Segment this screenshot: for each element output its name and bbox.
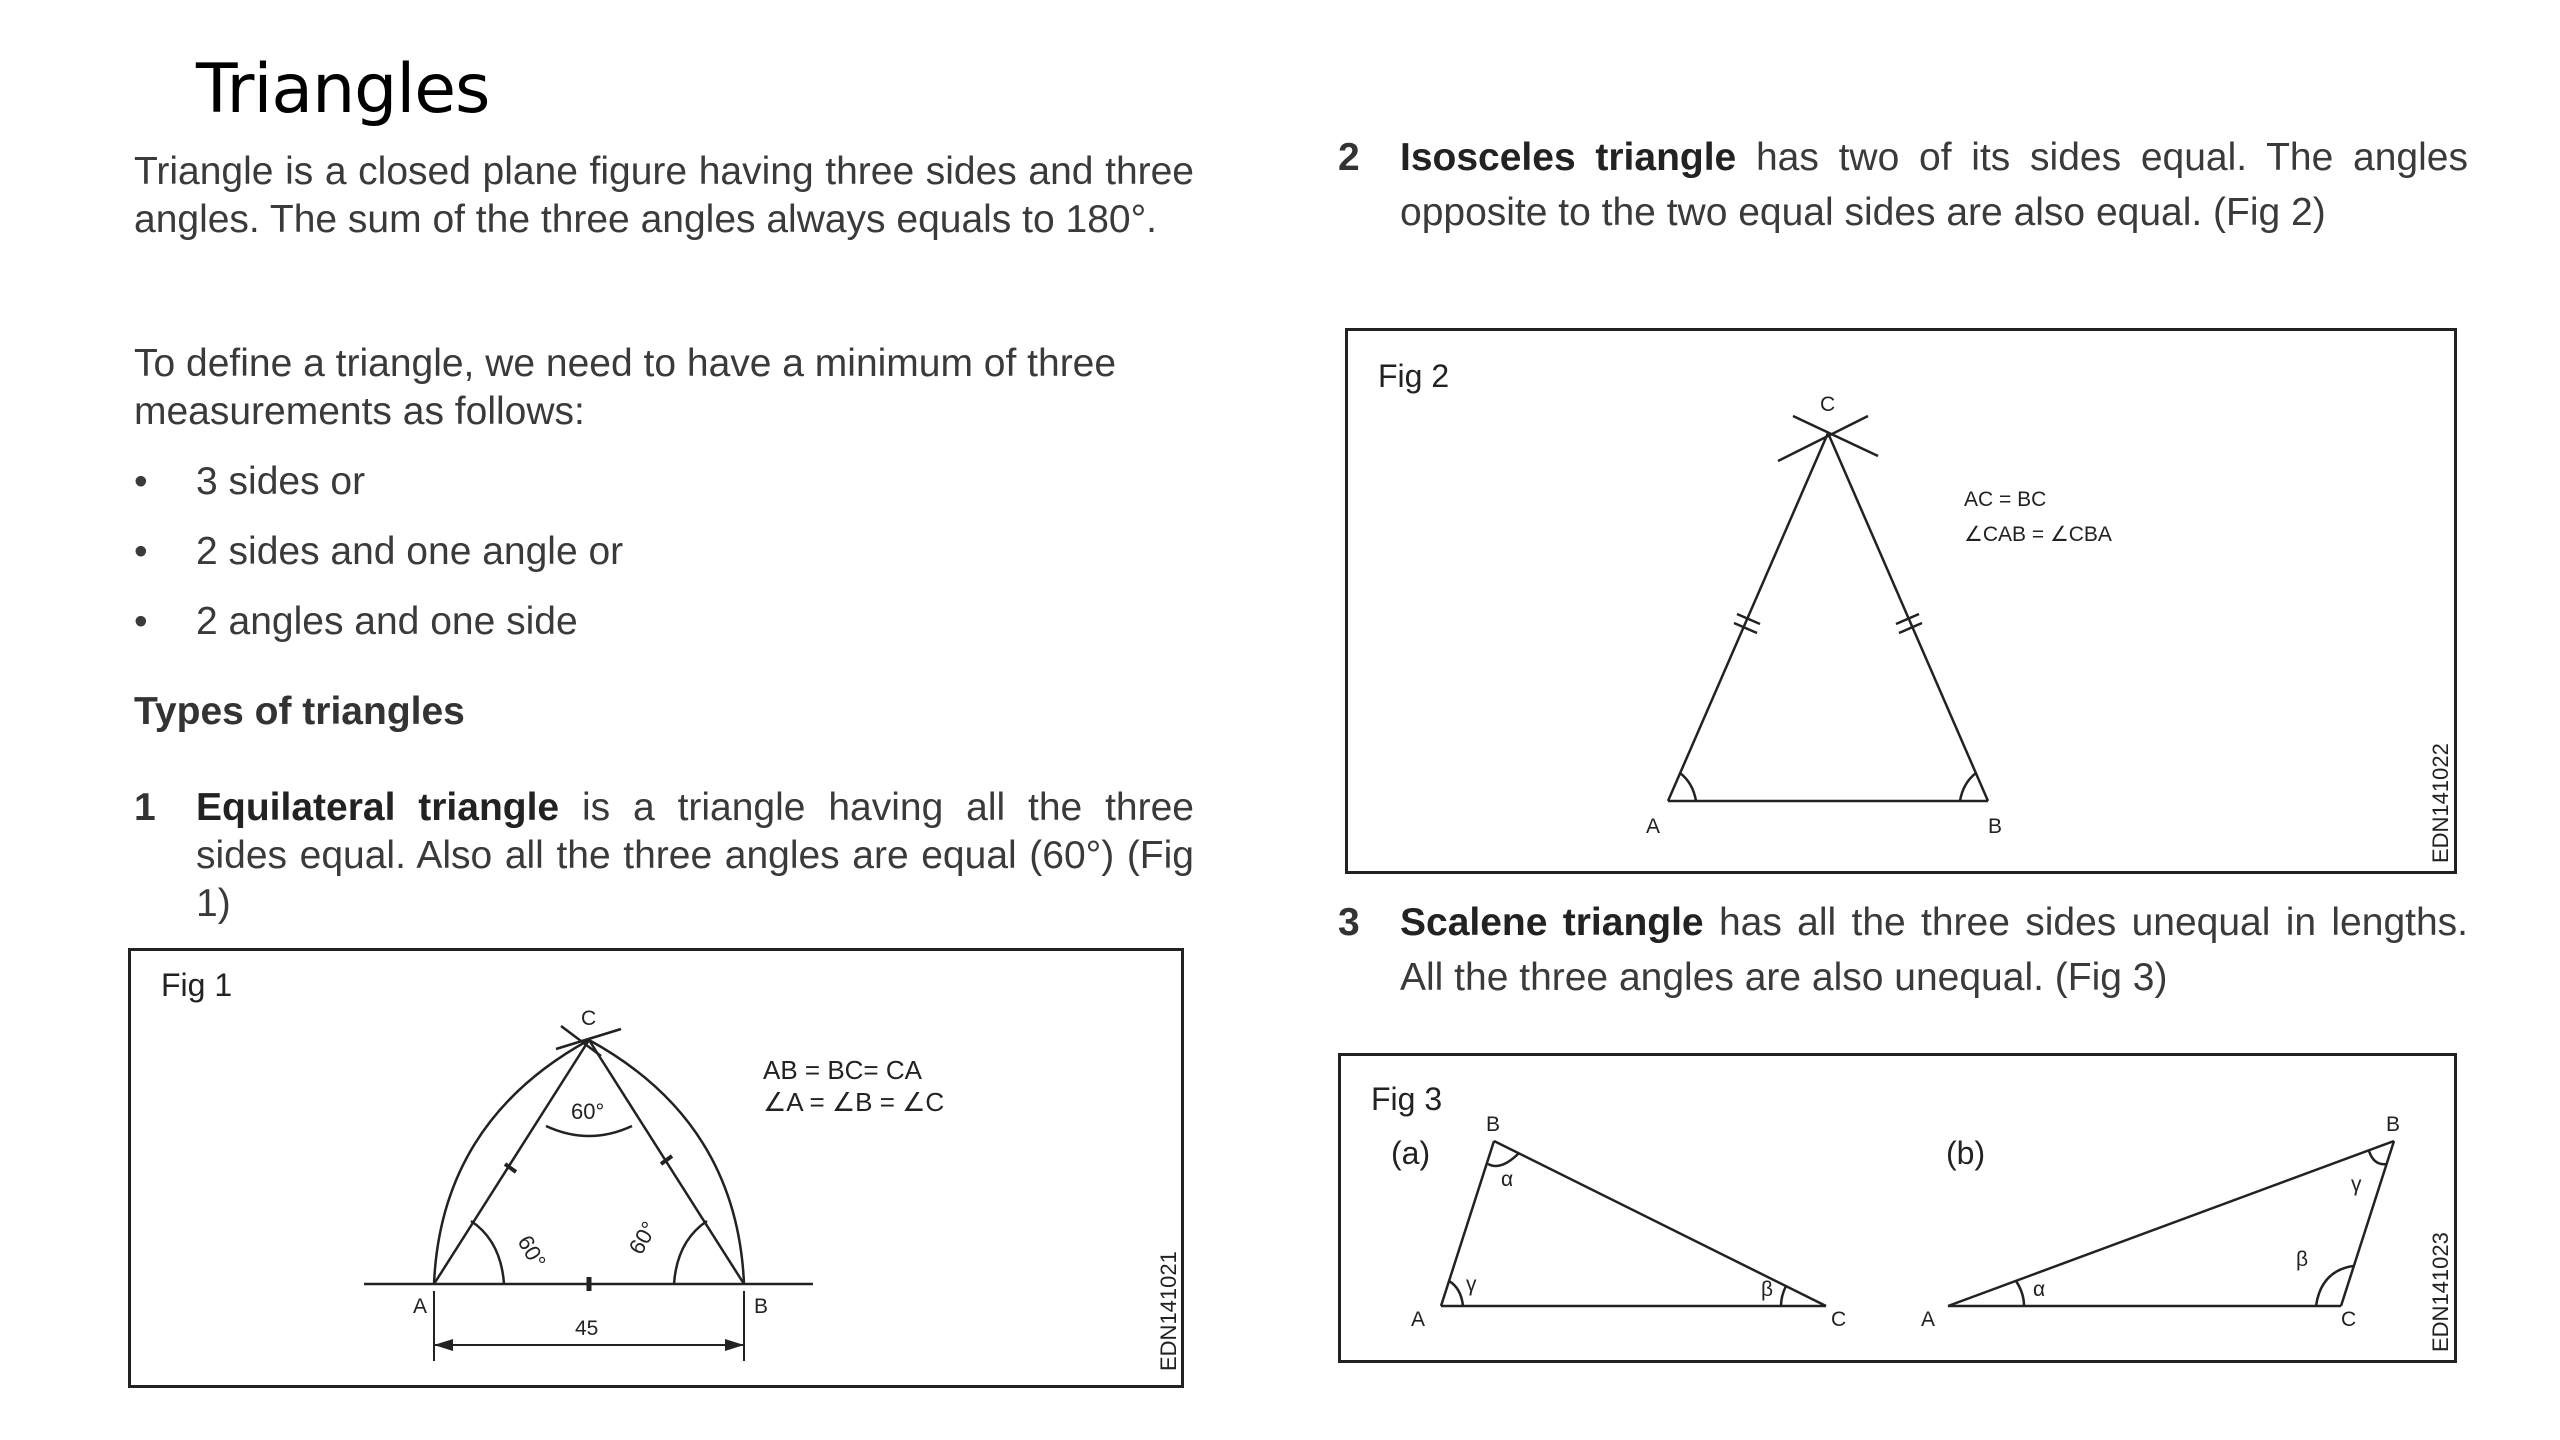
triangle-b-side — [2341, 1141, 2394, 1306]
vertex-b: B — [1988, 815, 2003, 838]
bullet-text: 2 sides and one angle or — [196, 530, 624, 573]
angle-arc — [1781, 1286, 1786, 1306]
angle-gamma: γ — [1466, 1273, 1477, 1296]
equation-sides: AC = BC — [1964, 488, 2047, 511]
angle-arc — [1488, 1153, 1519, 1166]
angle-gamma: γ — [2351, 1173, 2362, 1196]
bullet-text: 2 angles and one side — [196, 600, 578, 643]
bullet-dot: • — [134, 600, 148, 643]
vertex-c: C — [1831, 1308, 1847, 1331]
figure-label: Fig 3 — [1371, 1081, 1443, 1117]
item-term: Equilateral triangle — [196, 786, 560, 829]
vertex-b: B — [754, 1295, 769, 1318]
vertex-a: A — [1411, 1308, 1426, 1331]
bullet-text: 3 sides or — [196, 460, 366, 503]
angle-arc-a — [471, 1221, 504, 1284]
dimension-value: 45 — [575, 1317, 599, 1340]
bullet-dot: • — [134, 530, 148, 573]
item-text: has two of its sides equal. The angles opposite to the two equal sides are also equal. (Fig 2) — [1400, 136, 2468, 234]
vertex-b: B — [1486, 1113, 1501, 1136]
item-body — [196, 784, 1194, 928]
item-text: is a triangle having all the three sides equal. Also all the three angles are equal (60°) (Fig 1) — [196, 786, 1194, 925]
angle-alpha: α — [2033, 1278, 2046, 1301]
angle-arc — [1449, 1281, 1463, 1306]
angle-arc-a — [1680, 773, 1696, 801]
angle-arc-c — [546, 1126, 632, 1136]
vertex-c: C — [1820, 393, 1836, 416]
item-term: Isosceles triangle — [1400, 136, 1737, 179]
triangle-b-side — [1948, 1141, 2394, 1306]
item-body — [1400, 130, 2468, 240]
vertex-c: C — [2341, 1308, 2357, 1331]
vertex-a: A — [1646, 815, 1661, 838]
bullet-dot: • — [134, 460, 148, 503]
equation-angles: ∠CAB = ∠CBA — [1964, 523, 2112, 546]
page-title: Triangles — [196, 50, 490, 129]
figure-code: EDN141022 — [2428, 743, 2453, 863]
dimension-arrow — [434, 1339, 453, 1351]
item-term: Scalene triangle — [1400, 901, 1704, 944]
item-number: 1 — [134, 786, 156, 829]
dimension-arrow — [725, 1339, 744, 1351]
item-number: 2 — [1338, 136, 1360, 179]
side-ac — [1668, 433, 1828, 801]
define-paragraph: To define a triangle, we need to have a minimum of three measurements as follows: — [134, 342, 1117, 433]
item-number: 3 — [1338, 901, 1360, 944]
angle-label-right: 60° — [623, 1217, 662, 1259]
types-heading: Types of triangles — [134, 690, 465, 733]
figure-label: Fig 2 — [1378, 358, 1450, 394]
angle-label-top: 60° — [571, 1099, 605, 1124]
vertex-b: B — [2386, 1113, 2401, 1136]
angle-arc — [2369, 1151, 2387, 1164]
triangle-a-side — [1494, 1141, 1826, 1306]
figure-2 — [1345, 328, 2457, 874]
figure-2-diagram — [1348, 331, 2454, 871]
figure-label: Fig 1 — [161, 967, 233, 1003]
vertex-a: A — [413, 1295, 428, 1318]
equation-sides: AB = BC= CA — [763, 1055, 922, 1085]
angle-beta: β — [2296, 1248, 2309, 1271]
apex-mark — [1778, 416, 1868, 461]
figure-3-diagram — [1341, 1056, 2454, 1360]
item-text: has all the three sides unequal in lengths. All the three angles are also unequal. (Fig 3) — [1400, 901, 2468, 999]
angle-arc — [2016, 1281, 2024, 1306]
sub-label-a: (a) — [1391, 1135, 1431, 1171]
vertex-a: A — [1921, 1308, 1936, 1331]
angle-label-left: 60° — [512, 1231, 551, 1273]
equation-angles: ∠A = ∠B = ∠C — [763, 1087, 945, 1117]
figure-code: EDN141023 — [2428, 1232, 2453, 1352]
intro-paragraph: Triangle is a closed plane figure having three sides and three angles. The sum of the three angles always equals to 180°. — [134, 150, 1194, 241]
figure-1-diagram — [131, 951, 1181, 1385]
sub-label-b: (b) — [1946, 1135, 1986, 1171]
angle-beta: β — [1761, 1278, 1774, 1301]
angle-arc-b — [1960, 773, 1976, 801]
figure-1 — [128, 948, 1184, 1388]
angle-alpha: α — [1501, 1168, 1514, 1191]
side-ac — [434, 1040, 589, 1284]
angle-arc-b — [674, 1221, 707, 1284]
item-body — [1400, 895, 2468, 1005]
figure-3 — [1338, 1053, 2457, 1363]
vertex-c: C — [581, 1007, 597, 1030]
figure-code: EDN141021 — [1156, 1251, 1181, 1371]
